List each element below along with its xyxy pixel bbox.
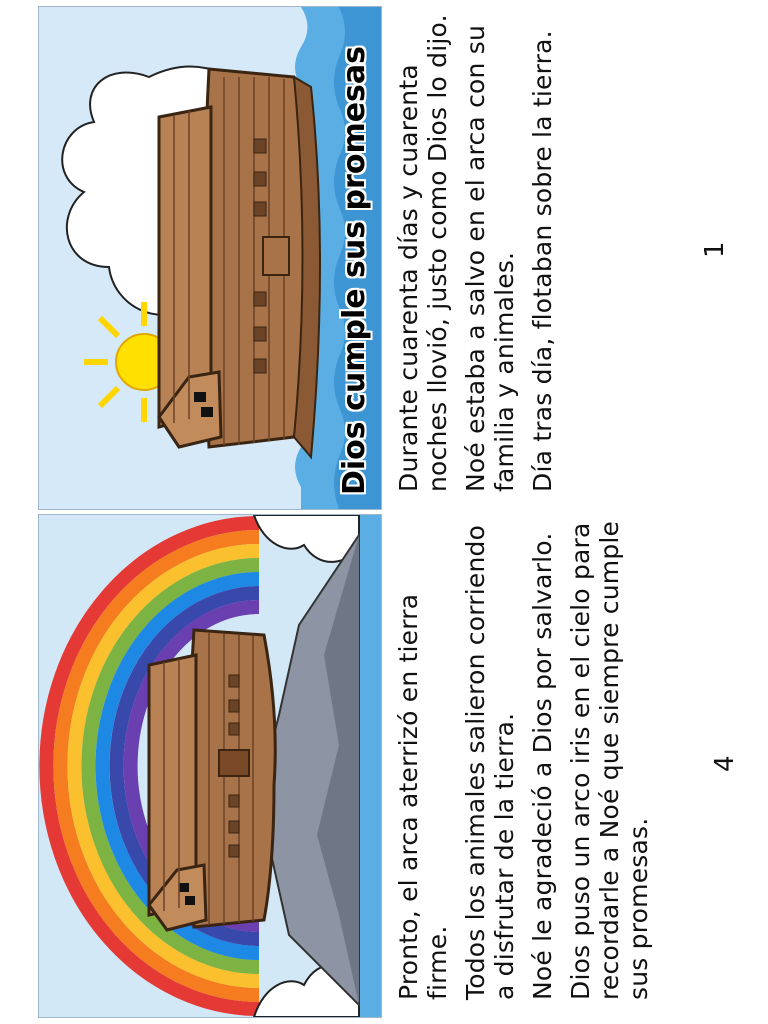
paragraph: Pronto, el arca aterrizó en tierra firme. xyxy=(394,593,452,1000)
paragraph: Día tras día, flotaban sobre la tierra. xyxy=(528,30,557,492)
page-number: 1 xyxy=(700,241,730,258)
paragraph: Noé estaba a salvo en el arca con su familia y animales. xyxy=(461,25,519,492)
top-page-text xyxy=(394,12,566,492)
bottom-page-text xyxy=(394,520,662,1000)
paragraph: Todos los animales salieron corriendo a disfrutar de la tierra. xyxy=(461,524,519,1000)
top-illustration xyxy=(38,6,382,510)
bottom-illustration xyxy=(38,514,382,1018)
paragraph: Dios puso un arco iris en el cielo para recordarle a Noé que siempre cumple sus promesas. xyxy=(566,520,653,1000)
story-title: Dios cumple sus promesas xyxy=(337,45,372,495)
ark-on-water-image xyxy=(39,7,381,509)
ark-rainbow-image xyxy=(39,515,381,1017)
page-number: 4 xyxy=(710,755,740,772)
paragraph: Noé le agradeció a Dios por salvarlo. xyxy=(528,532,557,1000)
paragraph: Durante cuarenta días y cuarenta noches llovió, justo como Dios lo dijo. xyxy=(394,14,452,492)
